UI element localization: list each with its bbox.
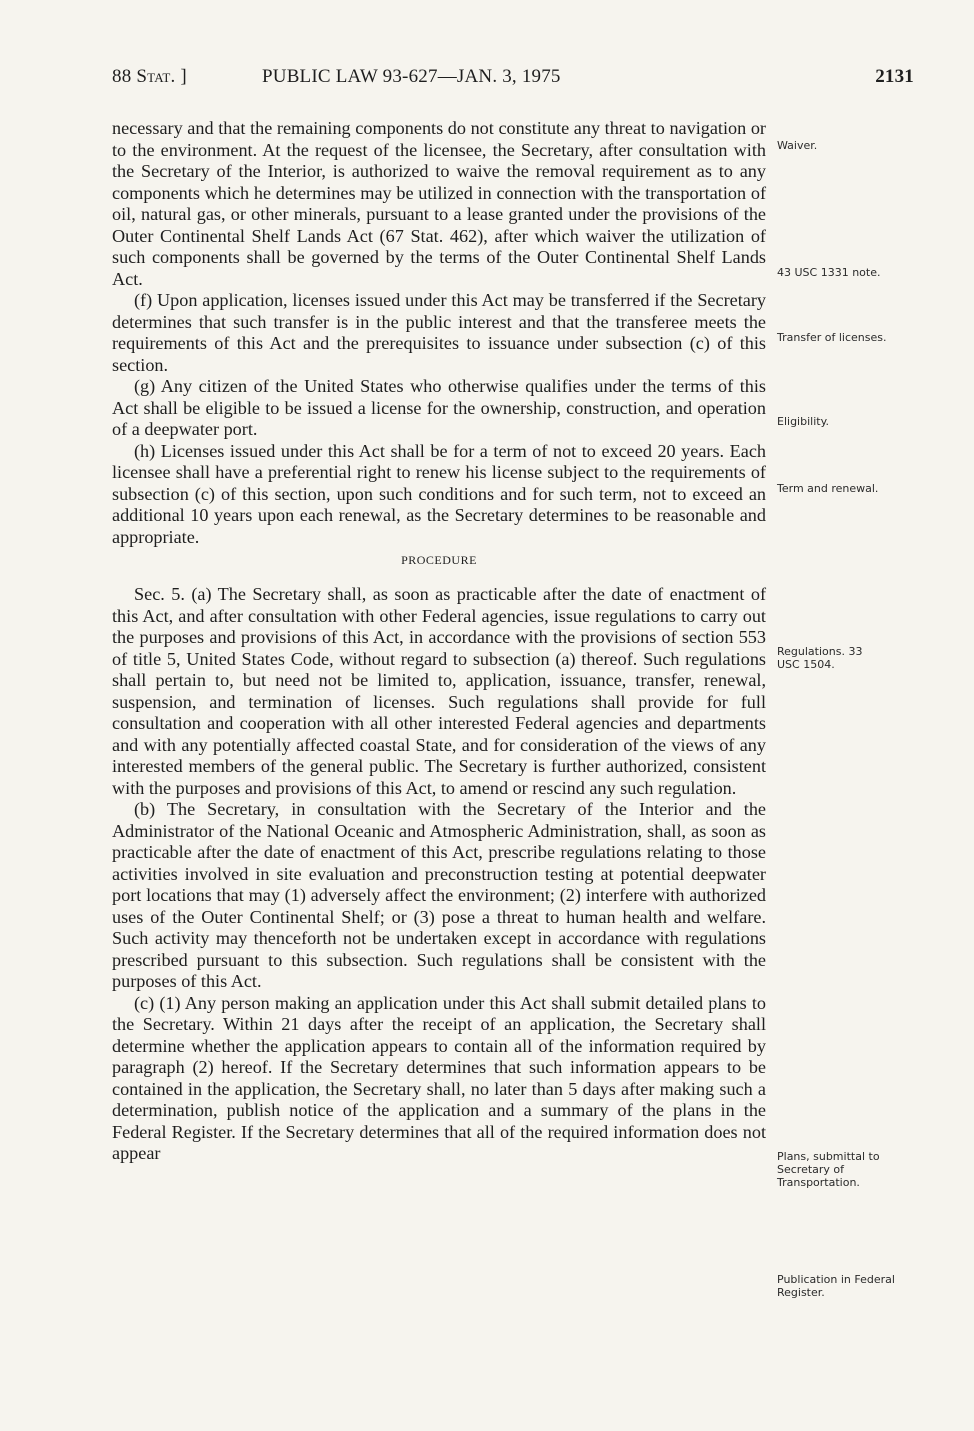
margin-note-transfer: Transfer of licenses. xyxy=(777,331,887,344)
page-number: 2131 xyxy=(875,66,914,87)
body-text xyxy=(112,118,766,1165)
running-header xyxy=(112,66,914,96)
section-heading: PROCEDURE xyxy=(401,553,477,567)
paragraph-sec5-c: (c) (1) Any person making an application under this Act shall submit detailed plans to the Secretary. Within 21 days after the receipt of an application, the Secretary shall determine whether the application appears to contain all of the information required by paragraph (2) hereof. If the Secretary determines that such information appears to be contained in the application, the Secretary shall, no later than 5 days after making such a determination, publish notice of the application and a summary of the plans in the Federal Register. If the Secretary determines that all of the required information does not appear xyxy=(112,992,766,1163)
paragraph-waiver: necessary and that the remaining components do not constitute any threat to navigation or to the environment. At the request of the licensee, the Secretary, after consultation with the Secretary of the Interior, is authorized to waive the removal requirement as to any components which he determines may be utilized in connection with the transportation of oil, natural gas, or other minerals, pursuant to a lease granted under the provisions of the Outer Continental Shelf Lands Act (67 Stat. 462), after which waiver the utilization of such components shall be governed by the terms of the Outer Continental Shelf Lands Act. xyxy=(112,118,766,289)
margin-note-publication: Publication in Federal Register. xyxy=(777,1273,895,1299)
margin-note-usc-1331: 43 USC 1331 note. xyxy=(777,266,881,279)
paragraph-g: (g) Any citizen of the United States who otherwise qualifies under the terms of this Act shall be eligible to be issued a license for the ownership, construction, and operation of a deepwater port. xyxy=(112,376,766,439)
margin-note-waiver: Waiver. xyxy=(777,139,818,152)
volume-reference: 88 Stat. ] xyxy=(112,66,187,87)
paragraph-f: (f) Upon application, licenses issued under this Act may be transferred if the Secretary determines that such transfer is in the public interest and that the transferee meets the requirements of this Act and the prerequisites to issuance under subsection (c) of this section. xyxy=(112,290,766,375)
law-title: PUBLIC LAW 93-627—JAN. 3, 1975 xyxy=(262,66,561,87)
margin-note-eligibility: Eligibility. xyxy=(777,415,830,428)
margin-note-regulations: Regulations. 33 USC 1504. xyxy=(777,645,863,671)
margin-note-term: Term and renewal. xyxy=(777,482,879,495)
paragraph-sec5-a: Sec. 5. (a) The Secretary shall, as soon as practicable after the date of enactment of this Act, and after consultation with other Federal agencies, issue regulations to carry out the purposes and provisions of this Act, in accordance with the provisions of section 553 of title 5, United States Code, without regard to subsection (a) thereof. Such regulations shall pertain to, but need not be limited to, application, issuance, transfer, renewal, suspension, and termination of licenses. Such regulations shall provide for full consultation and cooperation with all other interested Federal agencies and departments and with any potentially affected coastal State, and for consideration of the views of any interested members of the general public. The Secretary is further authorized, consistent with the purposes and provisions of this Act, to amend or rescind any such regulation. xyxy=(112,584,766,798)
paragraph-h: (h) Licenses issued under this Act shall be for a term of not to exceed 20 years. Each licensee shall have a preferential right to renew his license subject to the requirements of subsection (c) of this section, upon such conditions and for such term, not to exceed an additional 10 years upon each renewal, as the Secretary determines to be reasonable and appropriate. xyxy=(112,440,766,547)
paragraph-sec5-b: (b) The Secretary, in consultation with the Secretary of the Interior and the Administrator of the National Oceanic and Atmospheric Administration, shall, as soon as practicable after the date of enactment of this Act, prescribe regulations relating to those activities involved in site evaluation and preconstruction testing at potential deepwater port locations that may (1) adversely affect the environment; (2) interfere with authorized uses of the Outer Continental Shelf; or (3) pose a threat to human health and welfare. Such activity may thenceforth not be undertaken except in accordance with regulations prescribed pursuant to this subsection. Such regulations shall be consistent with the purposes of this Act. xyxy=(112,799,766,991)
margin-note-plans: Plans, submittal to Secretary of Transportation. xyxy=(777,1150,880,1189)
